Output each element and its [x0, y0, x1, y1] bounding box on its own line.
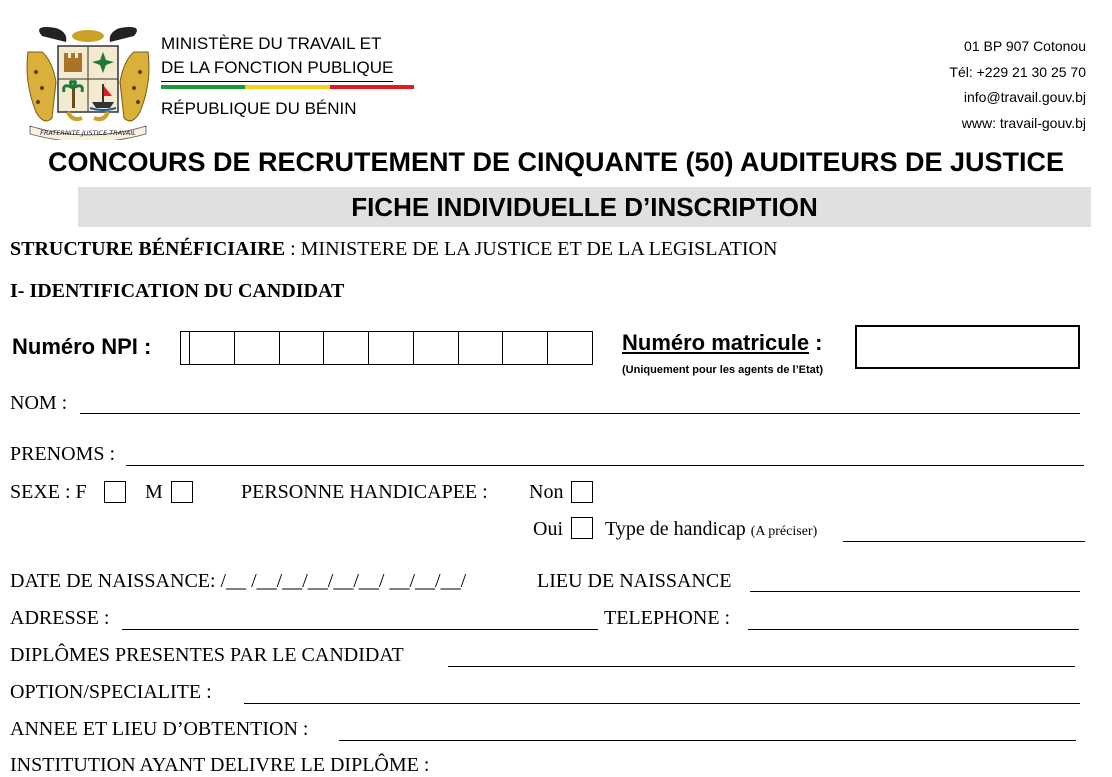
- beneficiary-structure-label: STRUCTURE BÉNÉFICIAIRE: [10, 238, 286, 260]
- beneficiary-structure: [10, 238, 777, 261]
- flag-yellow-stripe: [245, 85, 329, 89]
- contact-block: [949, 34, 1086, 136]
- matricule-note: (Uniquement pour les agents de l’Etat): [622, 364, 824, 376]
- birth-date-label[interactable]: DATE DE NAISSANCE: /__ /__/__/__/__/__/ __/__/__/: [10, 570, 467, 592]
- matricule-label: [622, 330, 823, 356]
- flag-green-stripe: [161, 85, 245, 89]
- benin-coat-of-arms-emblem: [22, 22, 154, 140]
- prenoms-label: PRENOMS :: [10, 443, 116, 465]
- obtention-field-line[interactable]: [339, 740, 1076, 741]
- contact-address: 01 BP 907 Cotonou: [964, 38, 1086, 54]
- telephone-field-line[interactable]: [748, 629, 1079, 630]
- diplomas-field-line[interactable]: [448, 666, 1075, 667]
- ministry-line-1: MINISTÈRE DU TRAVAIL ET: [161, 34, 382, 53]
- npi-cell[interactable]: [190, 332, 235, 364]
- handicap-label: PERSONNE HANDICAPEE :: [241, 481, 488, 503]
- birth-place-field-line[interactable]: [750, 591, 1080, 592]
- competition-title: CONCOURS DE RECRUTEMENT DE CINQUANTE (50) AUDITEURS DE JUSTICE: [47, 147, 1065, 177]
- ministry-line-2: DE LA FONCTION PUBLIQUE: [161, 56, 393, 82]
- npi-cell[interactable]: [414, 332, 459, 364]
- republic-name: RÉPUBLIQUE DU BÉNIN: [161, 99, 357, 118]
- npi-cell[interactable]: [369, 332, 414, 364]
- beneficiary-structure-value: MINISTERE DE LA JUSTICE ET DE LA LEGISLATION: [300, 238, 778, 260]
- telephone-label: TELEPHONE :: [604, 607, 731, 629]
- sexe-m-label: M: [145, 481, 163, 503]
- address-field-line[interactable]: [122, 629, 598, 630]
- birth-place-label: LIEU DE NAISSANCE: [537, 570, 732, 592]
- flag-red-stripe: [330, 85, 414, 89]
- specialty-label: OPTION/SPECIALITE :: [10, 681, 212, 703]
- nom-label: NOM :: [10, 392, 68, 414]
- nom-field-line[interactable]: [80, 413, 1080, 414]
- svg-text:FRATERNITE JUSTICE TRAVAIL: FRATERNITE JUSTICE TRAVAIL: [40, 129, 136, 137]
- npi-cell[interactable]: [235, 332, 280, 364]
- npi-label: [12, 334, 151, 360]
- handicap-non-label: Non: [529, 481, 564, 503]
- handicap-oui-label: Oui: [533, 518, 563, 540]
- npi-label-text: Numéro NPI: [12, 334, 138, 359]
- matricule-label-colon: :: [809, 330, 823, 355]
- npi-cell[interactable]: [181, 332, 190, 364]
- npi-label-colon: :: [137, 334, 152, 359]
- matricule-label-text: Numéro matricule: [622, 330, 810, 355]
- handicap-non-checkbox[interactable]: [571, 481, 593, 503]
- institution-label: INSTITUTION AYANT DELIVRE LE DIPLÔME :: [10, 754, 430, 776]
- npi-cell[interactable]: [280, 332, 325, 364]
- ministry-name: [161, 32, 393, 82]
- specialty-field-line[interactable]: [244, 703, 1080, 704]
- handicap-type-field-line[interactable]: [843, 541, 1085, 542]
- handicap-type-hint: (A préciser): [750, 524, 818, 539]
- npi-input-grid[interactable]: [180, 331, 593, 365]
- matricule-input-box[interactable]: [855, 325, 1080, 369]
- address-label: ADRESSE :: [10, 607, 110, 629]
- handicap-oui-checkbox[interactable]: [571, 517, 593, 539]
- national-flag-bar: [161, 85, 414, 89]
- sexe-m-checkbox[interactable]: [171, 481, 193, 503]
- obtention-label: ANNEE ET LIEU D’OBTENTION :: [10, 718, 309, 740]
- section-identification-heading: I- IDENTIFICATION DU CANDIDAT: [10, 280, 345, 302]
- diplomas-label: DIPLÔMES PRESENTES PAR LE CANDIDAT: [10, 644, 404, 666]
- contact-website: www: travail-gouv.bj: [961, 114, 1086, 131]
- contact-email: info@travail.gouv.bj: [963, 89, 1086, 105]
- sexe-f-checkbox[interactable]: [104, 481, 126, 503]
- contact-phone: Tél: +229 21 30 25 70: [949, 63, 1086, 80]
- npi-cell[interactable]: [548, 332, 592, 364]
- handicap-type-label: [605, 518, 817, 541]
- form-title-banner: FICHE INDIVIDUELLE D’INSCRIPTION: [78, 187, 1091, 227]
- prenoms-field-line[interactable]: [126, 465, 1084, 466]
- beneficiary-structure-separator: :: [285, 238, 301, 260]
- npi-cell[interactable]: [324, 332, 369, 364]
- npi-cell[interactable]: [503, 332, 548, 364]
- sexe-label: SEXE : F: [10, 481, 87, 503]
- handicap-type-text: Type de handicap: [605, 518, 746, 540]
- npi-cell[interactable]: [459, 332, 504, 364]
